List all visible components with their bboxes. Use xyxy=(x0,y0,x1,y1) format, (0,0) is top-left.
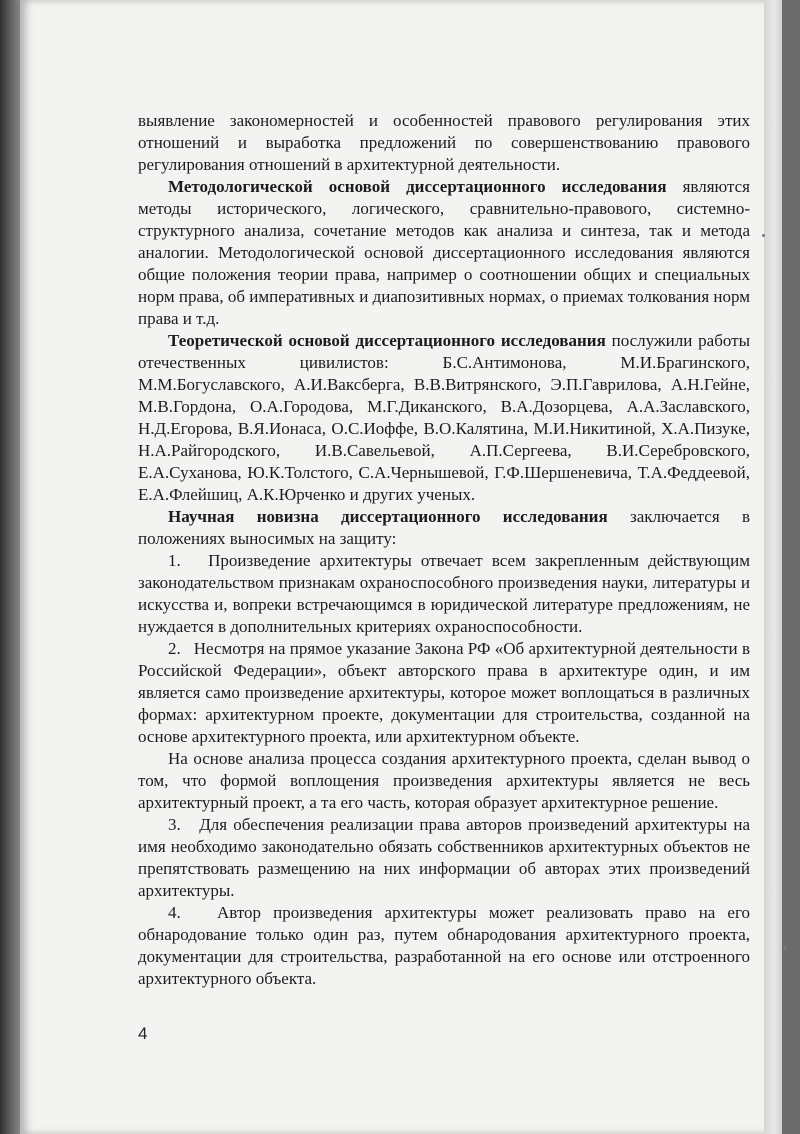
scan-speck xyxy=(762,234,765,237)
document-page xyxy=(20,0,782,1134)
paragraph-text: послужили работы отечественных цивилистов: Б.С.Антимонова, М.И.Брагинского, М.М.Богуславского, А.И.Ваксберга, В.В.Витрянского, Э.П.Гаврилова, А.Н.Гейне, М.В.Гордона, О.А.Городова, М.Г.Диканского, В.А.Дозорцева, А.А.Заславского, Н.Д.Егорова, В.Я.Ионаса, О.С.Иоффе, В.О.Калятина, М.И.Никитиной, Х.А.Пизуке, Н.А.Райгородского, И.В.Савельевой, А.П.Сергеева, В.И.Серебровского, Е.А.Суханова, Ю.К.Толстого, С.А.Чернышевой, Г.Ф.Шершеневича, Т.А.Феддеевой, Е.А.Флейшиц, А.К.Юрченко и других ученых. xyxy=(138,331,750,504)
paragraph xyxy=(138,110,750,176)
paragraph xyxy=(138,506,750,550)
body-text xyxy=(138,110,750,990)
paragraph-lead: Научная новизна диссертационного исследования xyxy=(168,507,608,526)
paragraph-lead: Методологической основой диссертационного исследования xyxy=(168,177,667,196)
paragraph-text: 1. Произведение архитектуры отвечает всем закрепленным действующим законодательством признакам охраноспособного произведения науки, литературы и искусства и, вопреки встречающимся в юридической литературе предложениям, не нуждается в дополнительных критериях охраноспособности. xyxy=(138,551,750,636)
paragraph xyxy=(138,550,750,638)
scan-speck xyxy=(783,946,787,950)
paragraph xyxy=(138,748,750,814)
paragraph xyxy=(138,638,750,748)
page-number: 4 xyxy=(138,1024,148,1043)
page-edge-right xyxy=(764,0,782,1134)
paragraph-text: 3. Для обеспечения реализации права авторов произведений архитектуры на имя необходимо законодательно обязать собственников архитектурных объектов не препятствовать размещению на них информации об авторах этих произведений архитектуры. xyxy=(138,815,750,900)
paragraph xyxy=(138,814,750,902)
paragraph xyxy=(138,176,750,330)
paragraph-text: заключается в положениях выносимых на защиту: xyxy=(138,507,750,548)
paragraph xyxy=(138,902,750,990)
paragraph-text: 4. Автор произведения архитектуры может реализовать право на его обнародование только один раз, путем обнародования архитектурного проекта, документации для строительства, разработанной на его основе или отстроенного архитектурного объекта. xyxy=(138,903,750,988)
paragraph-text: являются методы исторического, логического, сравнительно-правового, системно-структурного анализа, сочетание методов как анализа и синтеза, так и метода аналогии. Методологической основой диссертационного исследования являются общие положения теории права, например о соотношении общих и специальных норм права, об императивных и диапозитивных нормах, о приемах толкования норм права и т.д. xyxy=(138,177,750,328)
scan-shadow-left xyxy=(0,0,22,1134)
paragraph-lead: Теоретической основой диссертационного исследования xyxy=(168,331,606,350)
paragraph xyxy=(138,330,750,506)
paragraph-text: 2. Несмотря на прямое указание Закона РФ «Об архитектурной деятельности в Российской Федерации», объект авторского права в архитектуре один, и им является само произведение архитектуры, которое может воплощаться в различных формах: архитектурном проекте, документации для строительства, созданной на основе архитектурного проекта, или архитектурном объекте. xyxy=(138,639,750,746)
paragraph-text: На основе анализа процесса создания архитектурного проекта, сделан вывод о том, что формой воплощения произведения архитектуры является не весь архитектурный проект, а та его часть, которая образует архитектурное решение. xyxy=(138,749,750,812)
paragraph-text: выявление закономерностей и особенностей правового регулирования этих отношений и выработка предложений по совершенствованию правового регулирования отношений в архитектурной деятельности. xyxy=(138,111,750,174)
